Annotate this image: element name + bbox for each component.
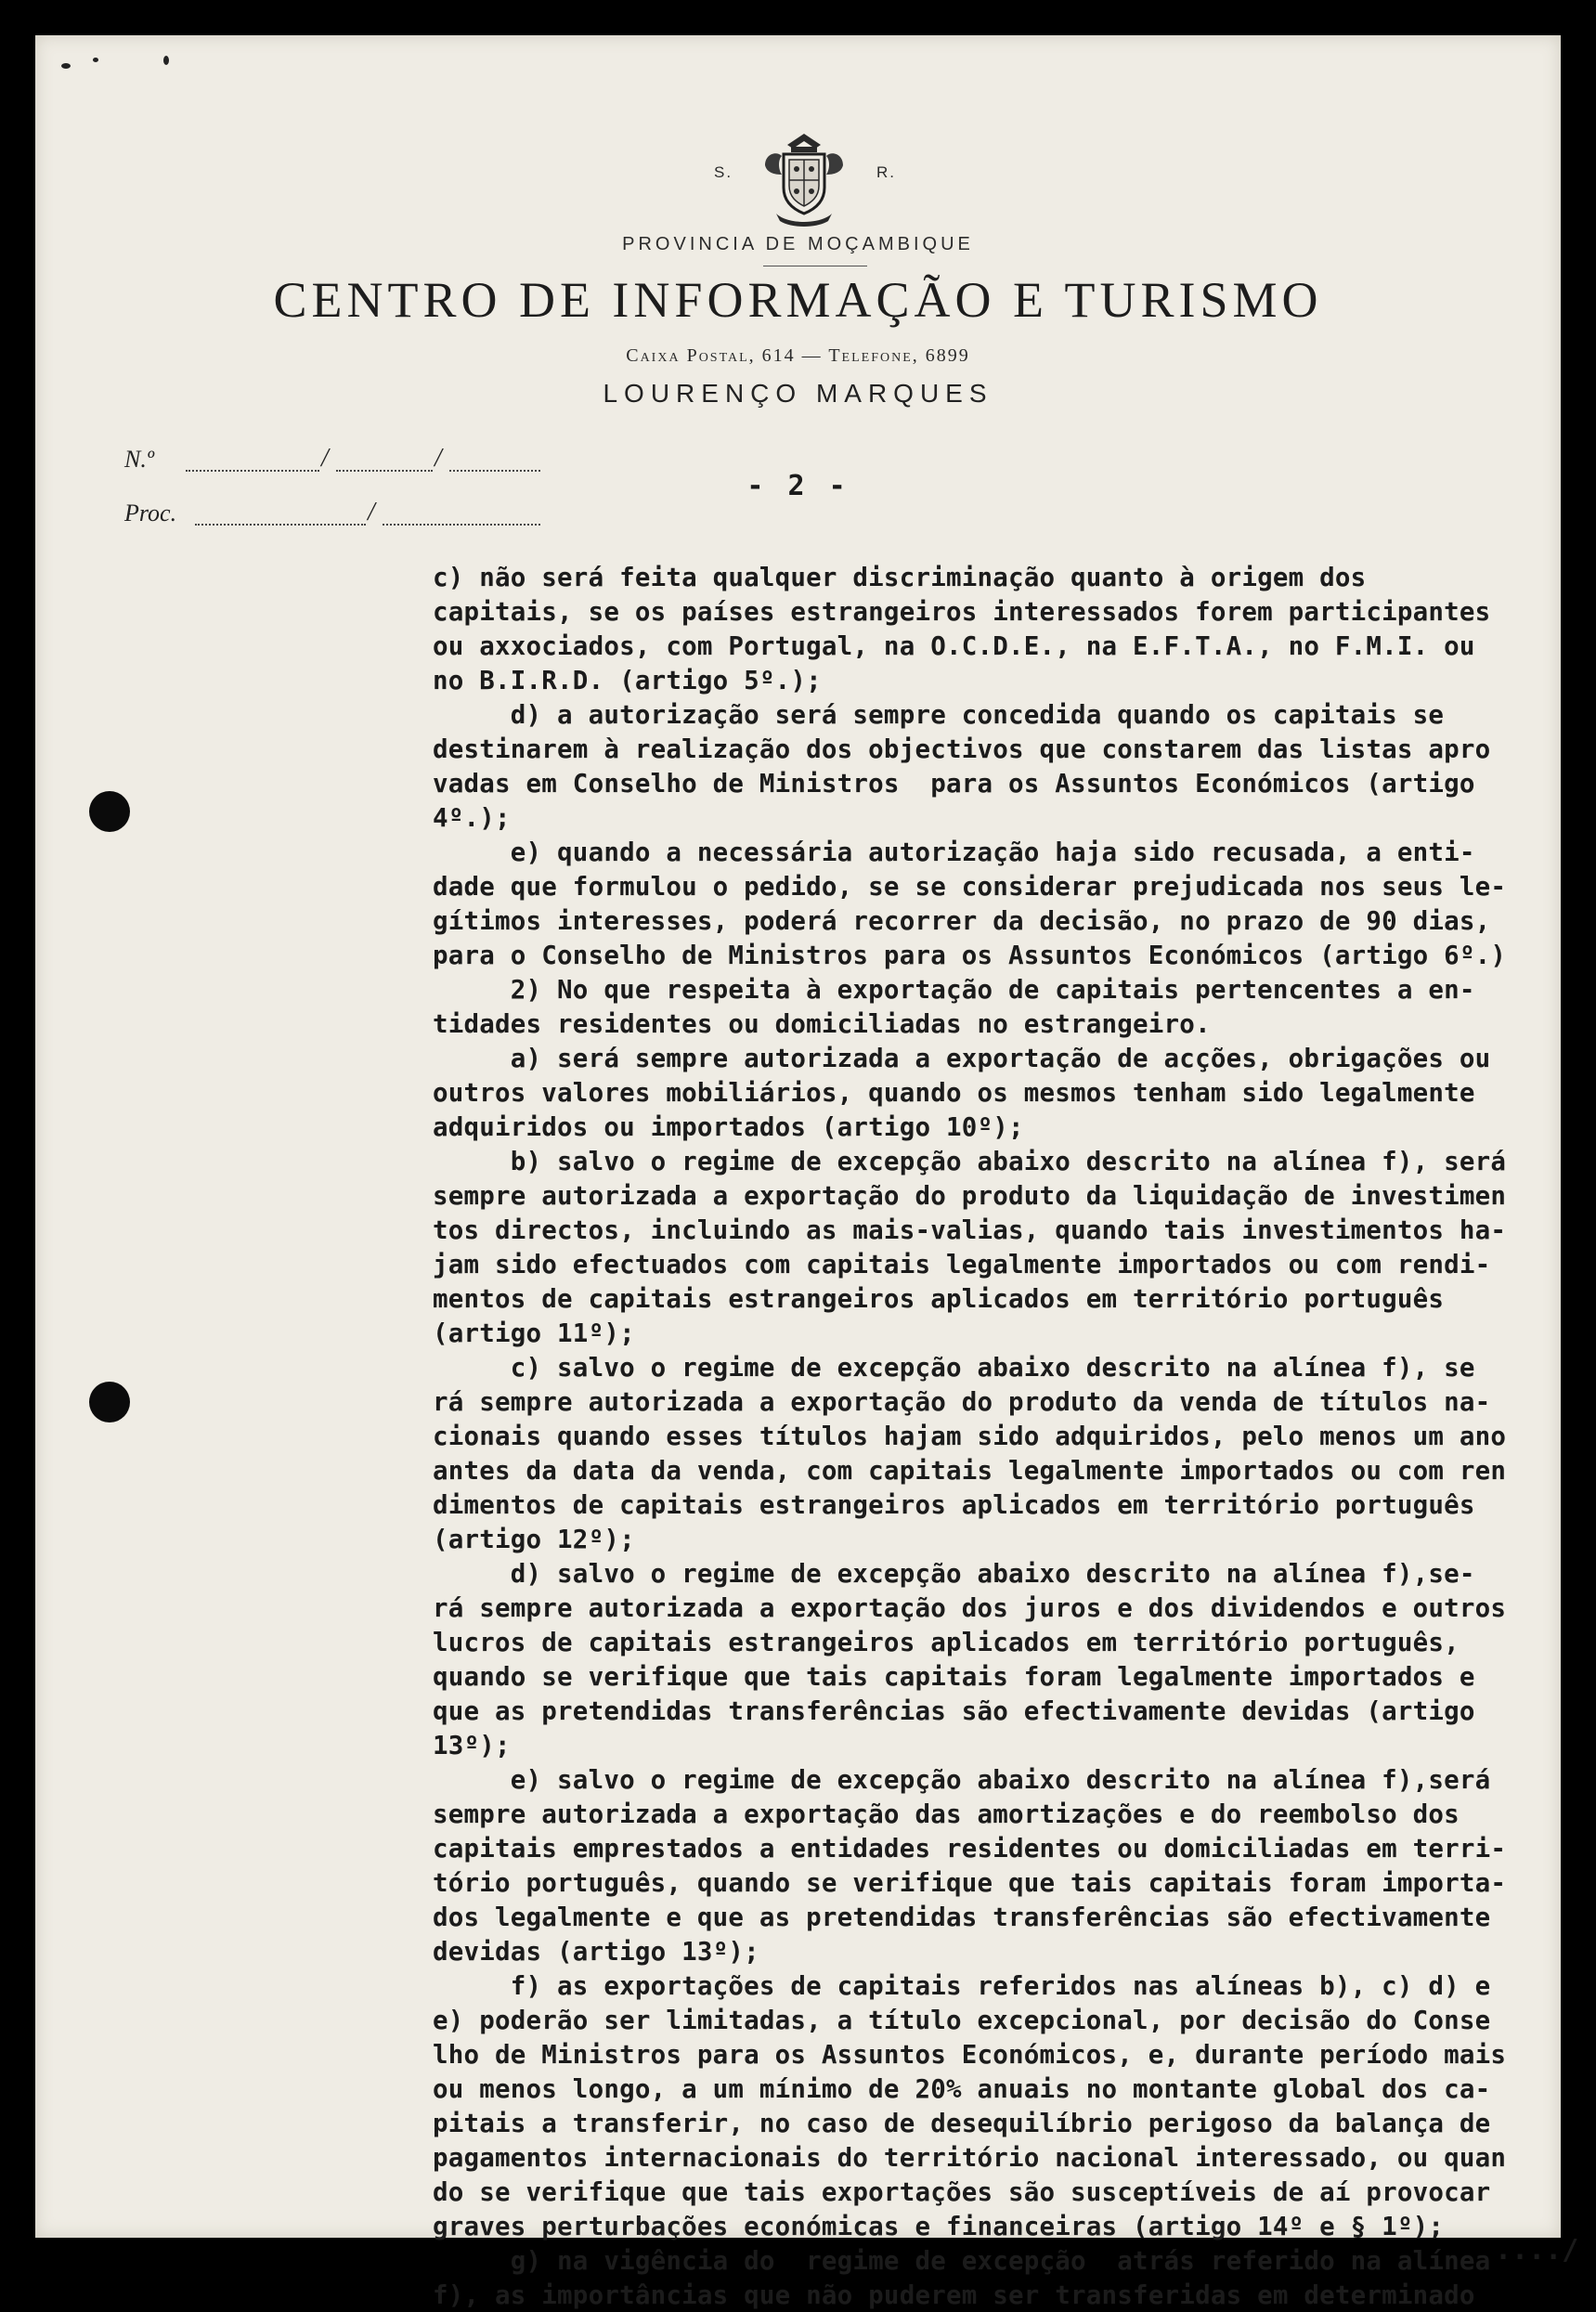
- body-text-line: capitais, se os países estrangeiros interessados forem participantes: [433, 597, 1491, 627]
- process-field-label: Proc.: [124, 500, 177, 526]
- body-text-line: a) será sempre autorizada a exportação de acções, obrigações ou: [433, 1044, 1491, 1073]
- body-text-line: graves perturbações económicas e financeiras (artigo 14º e § 1º);: [433, 2212, 1445, 2241]
- body-text-line: (artigo 11º);: [433, 1318, 635, 1348]
- body-text-line: d) salvo o regime de excepção abaixo descrito na alínea f),se-: [433, 1559, 1475, 1589]
- body-text-line: para o Conselho de Ministros para os Assuntos Económicos (artigo 6º.): [433, 941, 1507, 970]
- body-text-line: e) quando a necessária autorização haja sido recusada, a enti-: [433, 838, 1475, 867]
- body-text-line: 4º.);: [433, 803, 511, 833]
- number-field-separator: /: [321, 444, 329, 473]
- body-text-line: f) as exportações de capitais referidos nas alíneas b), c) d) e: [433, 1971, 1491, 2001]
- body-text-line: rá sempre autorizada a exportação do produto da venda de títulos na-: [433, 1387, 1491, 1417]
- body-text-line: c) salvo o regime de excepção abaixo descrito na alínea f), se: [433, 1353, 1475, 1383]
- body-text-line: tidades residentes ou domiciliadas no estrangeiro.: [433, 1009, 1211, 1039]
- ink-speck: [163, 56, 169, 65]
- body-text-line: c) não será feita qualquer discriminação quanto à origem dos: [433, 563, 1367, 592]
- number-field-separator: /: [435, 444, 442, 473]
- body-text-line: outros valores mobiliários, quando os mesmos tenham sido legalmente: [433, 1078, 1475, 1108]
- body-text-line: 13º);: [433, 1731, 511, 1760]
- page-number: - 2 -: [746, 470, 850, 502]
- body-text-line: capitais emprestados a entidades residentes ou domiciliadas em terri-: [433, 1834, 1507, 1864]
- body-text-line: mentos de capitais estrangeiros aplicados em território português: [433, 1284, 1445, 1314]
- body-text-line: antes da data da venda, com capitais legalmente importados ou com ren: [433, 1456, 1507, 1486]
- body-text-line: 2) No que respeita à exportação de capitais pertencentes a en-: [433, 975, 1475, 1005]
- body-text-line: cionais quando esses títulos hajam sido adquiridos, pelo menos um ano: [433, 1422, 1507, 1451]
- body-text-line: quando se verifique que tais capitais foram legalmente importados e: [433, 1662, 1475, 1692]
- letterhead-initial-s: S.: [714, 163, 733, 181]
- body-text-line: f), as importâncias que não puderem ser transferidas em determinado: [433, 2280, 1475, 2310]
- body-text-line: pitais a transferir, no caso de desequilíbrio perigoso da balança de: [433, 2109, 1491, 2138]
- body-text-line: no B.I.R.D. (artigo 5º.);: [433, 666, 822, 695]
- ink-speck: [61, 63, 71, 69]
- number-field-label: N.º: [124, 446, 154, 473]
- body-text-line: gítimos interesses, poderá recorrer da decisão, no prazo de 90 dias,: [433, 906, 1491, 936]
- body-text-line: ou axxociados, com Portugal, na O.C.D.E., na E.F.T.A., no F.M.I. ou: [433, 631, 1475, 661]
- body-text-line: rá sempre autorizada a exportação dos juros e dos dividendos e outros: [433, 1593, 1507, 1623]
- body-text-line: sempre autorizada a exportação do produto da liquidação de investimen: [433, 1181, 1507, 1211]
- institution-title: CENTRO DE INFORMAÇÃO E TURISMO: [273, 272, 1323, 328]
- body-text-line: dos legalmente e que as pretendidas transferências são efectivamente: [433, 1903, 1491, 1932]
- body-text-line: do se verifique que tais exportações são susceptíveis de aí provocar: [433, 2177, 1491, 2207]
- continuation-mark: ..../: [1495, 2234, 1579, 2267]
- body-text-line: b) salvo o regime de excepção abaixo descrito na alínea f), será: [433, 1147, 1507, 1176]
- body-text-line: d) a autorização será sempre concedida quando os capitais se: [433, 700, 1445, 730]
- body-text-line: g) na vigência do regime de excepção atrás referido na alínea: [433, 2246, 1491, 2276]
- document-page: [35, 35, 1579, 2310]
- body-text-line: e) salvo o regime de excepção abaixo descrito na alínea f),será: [433, 1765, 1491, 1795]
- body-text-line: (artigo 12º);: [433, 1525, 635, 1554]
- body-text-line: tos directos, incluindo as mais-valias, quando tais investimentos ha-: [433, 1215, 1507, 1245]
- body-text-line: devidas (artigo 13º);: [433, 1937, 759, 1967]
- body-text-line: dimentos de capitais estrangeiros aplicados em território português: [433, 1490, 1475, 1520]
- body-text-line: tório português, quando se verifique que tais capitais foram importa-: [433, 1868, 1507, 1898]
- province-name: PROVINCIA DE MOÇAMBIQUE: [622, 234, 974, 254]
- body-text-line: que as pretendidas transferências são efectivamente devidas (artigo: [433, 1696, 1475, 1726]
- process-field-separator: /: [368, 498, 375, 526]
- postal-address: Caixa Postal, 614 — Telefone, 6899: [626, 345, 970, 366]
- body-text-line: lucros de capitais estrangeiros aplicados em território português,: [433, 1628, 1460, 1657]
- ink-speck: [93, 58, 98, 62]
- body-text-line: jam sido efectuados com capitais legalmente importados ou com rendi-: [433, 1250, 1491, 1279]
- punch-hole-bottom: [89, 1382, 130, 1422]
- body-text-line: pagamentos internacionais do território nacional interessado, ou quan: [433, 2143, 1507, 2173]
- body-text-line: dade que formulou o pedido, se se considerar prejudicada nos seus le-: [433, 872, 1507, 902]
- body-text-line: e) poderão ser limitadas, a título excepcional, por decisão do Conse: [433, 2006, 1491, 2035]
- body-text-line: destinarem à realização dos objectivos que constarem das listas apro: [433, 734, 1491, 764]
- punch-hole-top: [89, 791, 130, 832]
- letterhead-initial-r: R.: [876, 163, 896, 181]
- body-text-line: ou menos longo, a um mínimo de 20% anuais no montante global dos ca-: [433, 2074, 1491, 2104]
- body-text-line: lho de Ministros para os Assuntos Económicos, e, durante período mais: [433, 2040, 1507, 2070]
- body-text-line: adquiridos ou importados (artigo 10º);: [433, 1112, 1024, 1142]
- city-name: LOURENÇO MARQUES: [603, 379, 993, 408]
- body-text-line: vadas em Conselho de Ministros para os Assuntos Económicos (artigo: [433, 769, 1475, 799]
- process-field-blank-2: [383, 524, 540, 526]
- process-field-blank-1: [195, 524, 366, 526]
- coat-of-arms-emblem: [759, 128, 849, 230]
- body-text-line: sempre autorizada a exportação das amortizações e do reembolso dos: [433, 1799, 1460, 1829]
